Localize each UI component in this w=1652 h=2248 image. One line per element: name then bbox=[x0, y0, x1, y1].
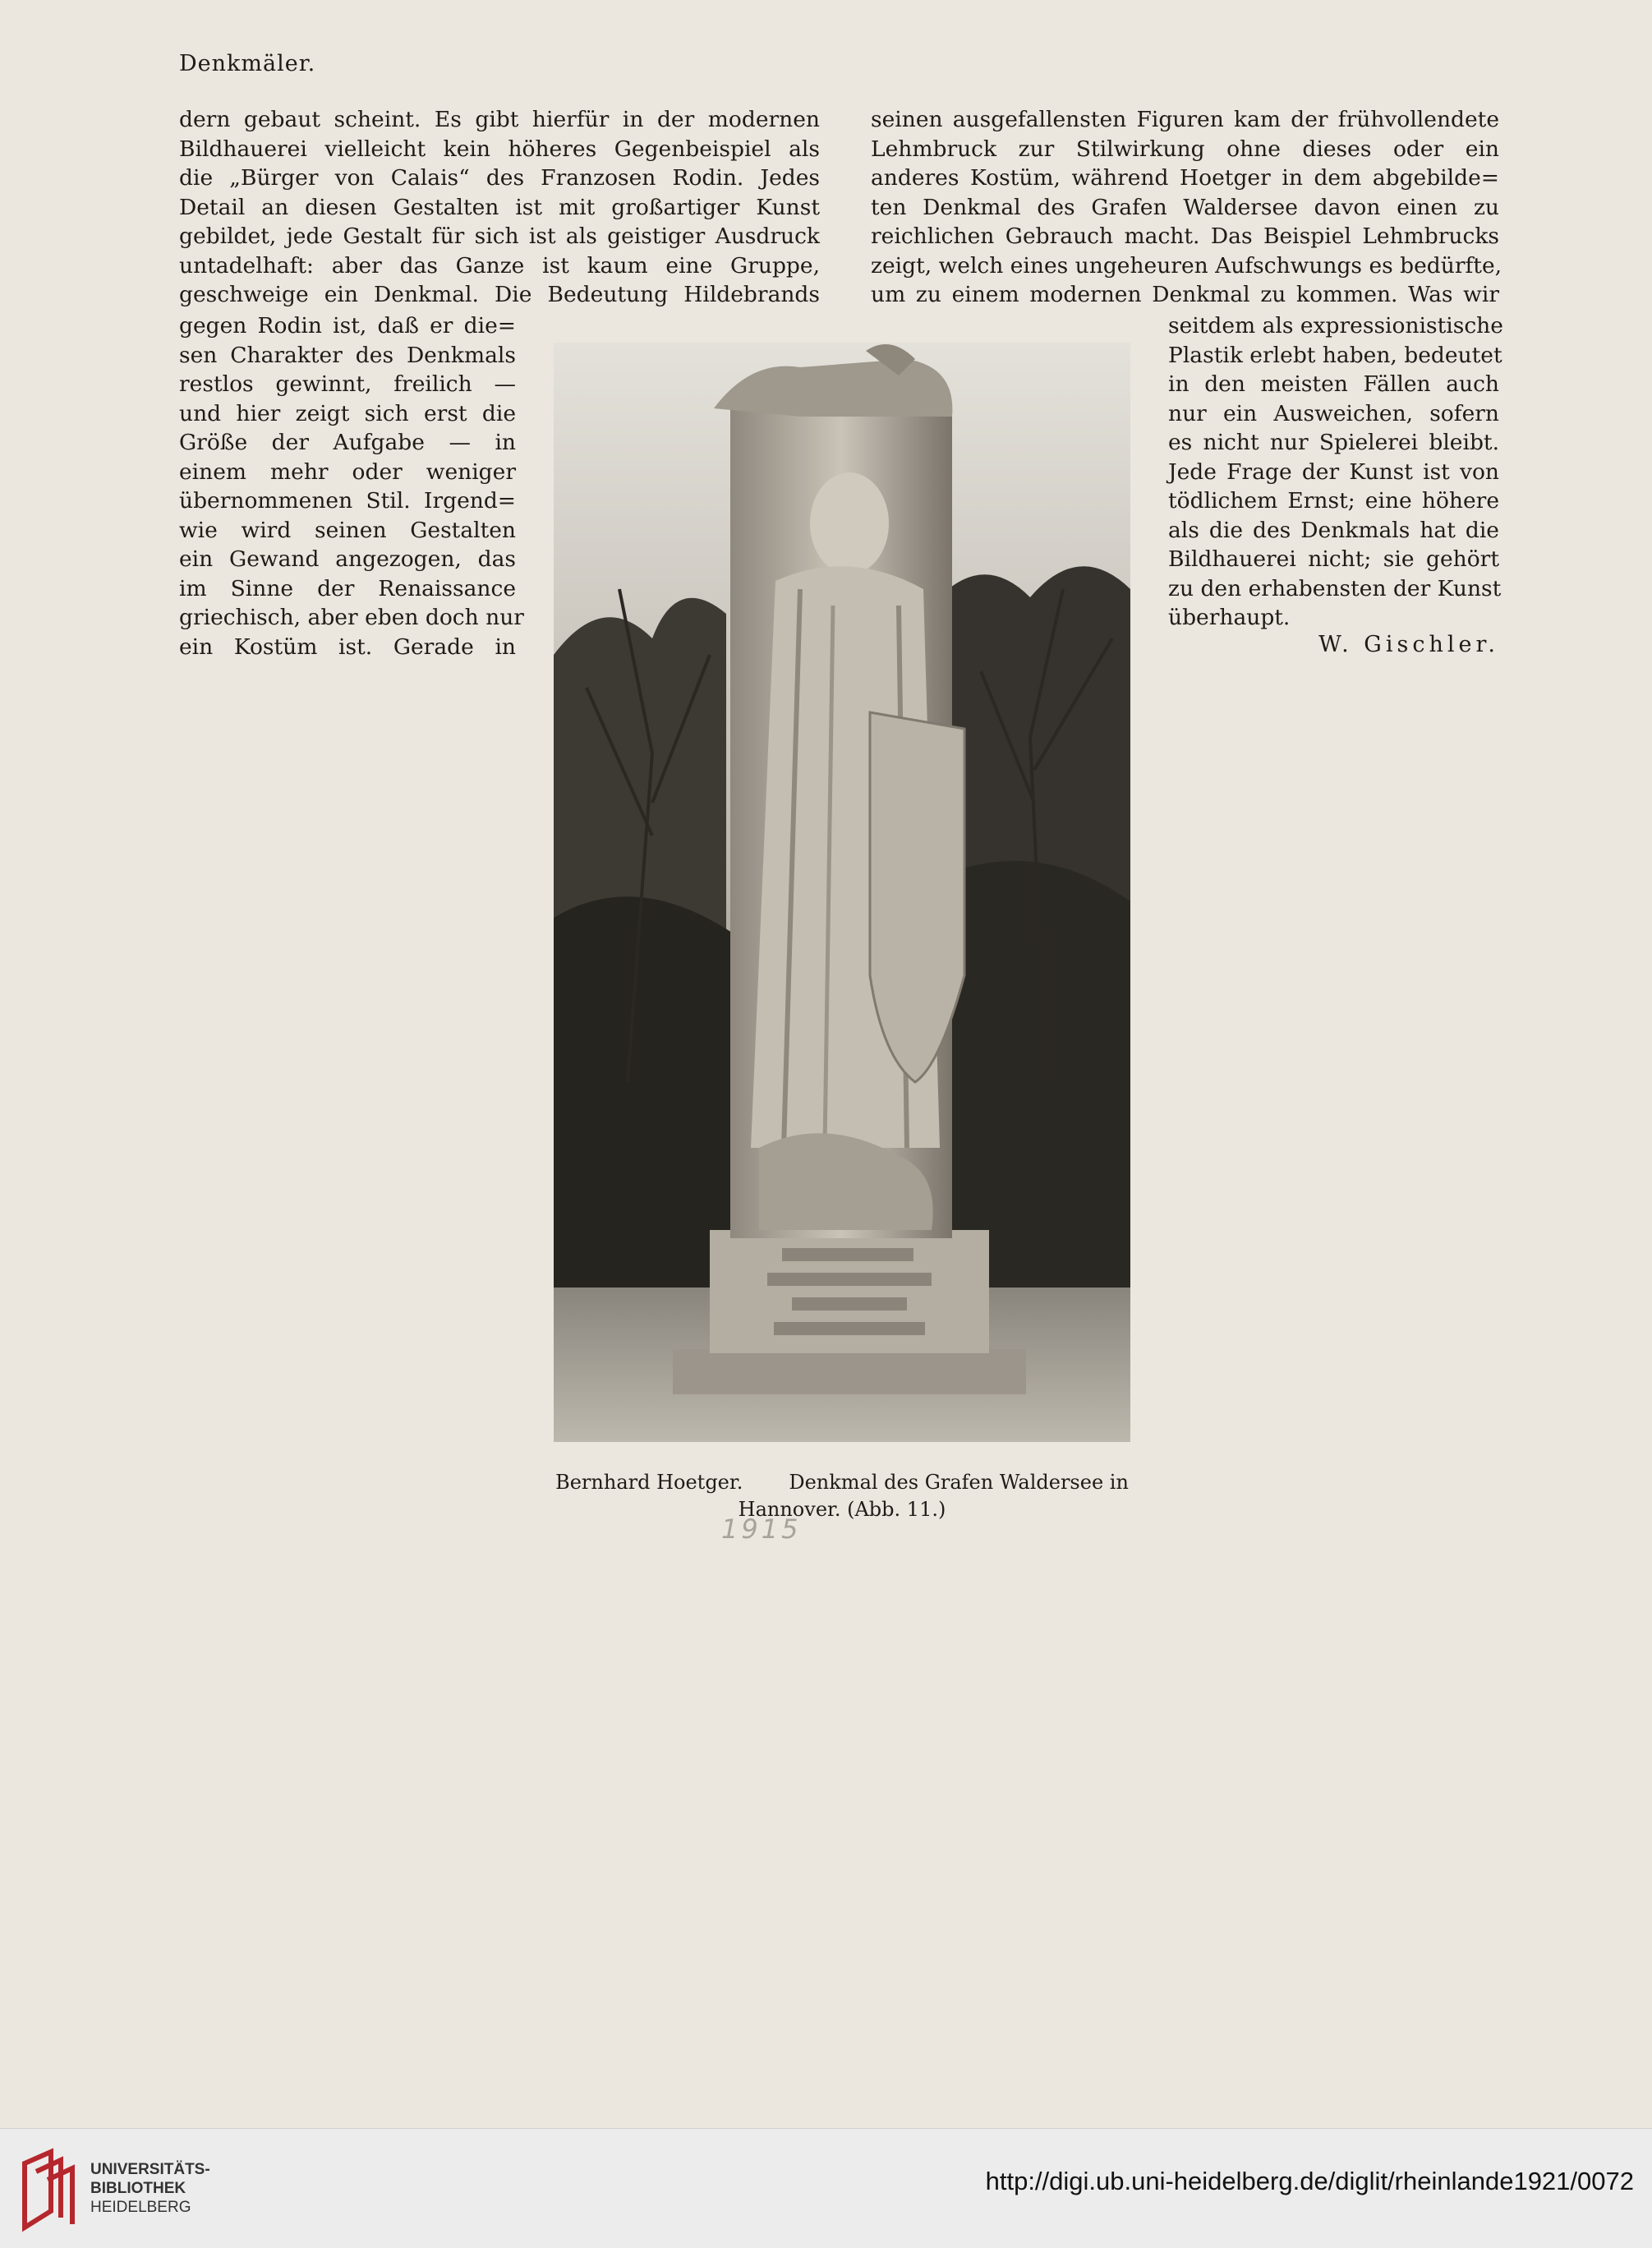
monument-photograph bbox=[554, 343, 1130, 1442]
monument-image bbox=[554, 343, 1130, 1442]
caption-title-line2: Hannover. (Abb. 11.) bbox=[738, 1498, 946, 1521]
left-column-wrap bbox=[179, 311, 524, 661]
text-line: einem mehr oder weniger bbox=[179, 458, 516, 485]
text-line: Lehmbruck zur Stilwirkung ohne dieses oder ein bbox=[871, 136, 1499, 162]
text-line: die „Bürger von Calais“ des Franzosen Rodin. Jedes bbox=[179, 165, 820, 191]
text-line: tödlichem Ernst; eine höhere bbox=[1168, 488, 1499, 514]
text-line: Größe der Aufgabe — in bbox=[179, 430, 516, 455]
text-line: griechisch, aber eben doch nur bbox=[179, 605, 524, 630]
caption-title-line1: Denkmal des Grafen Waldersee in bbox=[789, 1471, 1129, 1494]
text-line: im Sinne der Renaissance bbox=[179, 575, 516, 601]
text-line: gebildet, jede Gestalt für sich ist als geistiger Ausdruck bbox=[179, 223, 820, 249]
left-column-top bbox=[179, 105, 820, 310]
text-line: Bildhauerei vielleicht kein höheres Gegenbeispiel als bbox=[179, 136, 820, 162]
text-line: um zu einem modernen Denkmal zu kommen. Was wir bbox=[871, 282, 1499, 307]
library-name bbox=[90, 2160, 210, 2217]
text-line: in den meisten Fällen auch bbox=[1168, 371, 1499, 397]
text-line: dern gebaut scheint. Es gibt hierfür in der modernen bbox=[179, 107, 820, 132]
text-line: restlos gewinnt, freilich — bbox=[179, 371, 516, 397]
text-line: ten Denkmal des Grafen Waldersee davon einen zu bbox=[871, 194, 1499, 220]
text-line: zu den erhabensten der Kunst bbox=[1168, 575, 1502, 601]
text-line: anderes Kostüm, während Hoetger in dem abgebilde= bbox=[871, 165, 1499, 191]
text-line: Bildhauerei nicht; sie gehört bbox=[1168, 546, 1499, 572]
text-line: als die des Denkmals hat die bbox=[1168, 517, 1499, 543]
text-line: überhaupt. bbox=[1168, 605, 1291, 630]
permalink-url[interactable]: http://digi.ub.uni-heidelberg.de/diglit/rheinlande1921/0072 bbox=[985, 2167, 1634, 2195]
text-line: Detail an diesen Gestalten ist mit großartiger Kunst bbox=[179, 194, 820, 220]
text-line: ein Kostüm ist. Gerade in bbox=[179, 633, 516, 660]
text-line: wie wird seinen Gestalten bbox=[179, 517, 516, 543]
text-line: seinen ausgefallensten Figuren kam der frühvollendete bbox=[871, 107, 1499, 132]
text-line: es nicht nur Spielerei bleibt. bbox=[1168, 430, 1499, 455]
library-logo-icon bbox=[18, 2147, 77, 2233]
text-line: Jede Frage der Kunst ist von bbox=[1168, 458, 1499, 485]
text-line: gegen Rodin ist, daß er die= bbox=[179, 313, 516, 339]
text-line: zeigt, welch eines ungeheuren Aufschwungs es bedürfte, bbox=[871, 252, 1502, 279]
library-footer-bar bbox=[0, 2128, 1652, 2248]
caption-artist: Bernhard Hoetger. bbox=[555, 1471, 743, 1494]
library-name-line2: BIBLIOTHEK bbox=[90, 2180, 186, 2197]
library-name-line3: HEIDELBERG bbox=[90, 2199, 191, 2216]
text-line: reichlichen Gebrauch macht. Das Beispiel Lehmbrucks bbox=[871, 223, 1499, 249]
text-line: ein Gewand angezogen, das bbox=[179, 546, 516, 572]
text-line: seitdem als expressionistische bbox=[1168, 313, 1503, 339]
running-head: Denkmäler. bbox=[179, 51, 316, 76]
text-line: und hier zeigt sich erst die bbox=[179, 400, 516, 426]
text-line: geschweige ein Denkmal. Die Bedeutung Hildebrands bbox=[179, 282, 820, 307]
text-line: übernommenen Stil. Irgend= bbox=[179, 488, 516, 514]
right-column-top bbox=[871, 105, 1502, 310]
text-line: untadelhaft: aber das Ganze ist kaum eine Gruppe, bbox=[179, 252, 820, 279]
author-signature: W. Gischler. bbox=[1318, 632, 1499, 657]
handwritten-note: 1915 bbox=[721, 1513, 802, 1545]
text-line: Plastik erlebt haben, bedeutet bbox=[1168, 342, 1502, 368]
library-name-line1: UNIVERSITÄTS- bbox=[90, 2161, 210, 2178]
text-line: sen Charakter des Denkmals bbox=[179, 342, 516, 368]
figure-caption bbox=[554, 1469, 1130, 1523]
right-column-wrap bbox=[1168, 311, 1503, 633]
text-line: nur ein Ausweichen, sofern bbox=[1168, 400, 1499, 426]
